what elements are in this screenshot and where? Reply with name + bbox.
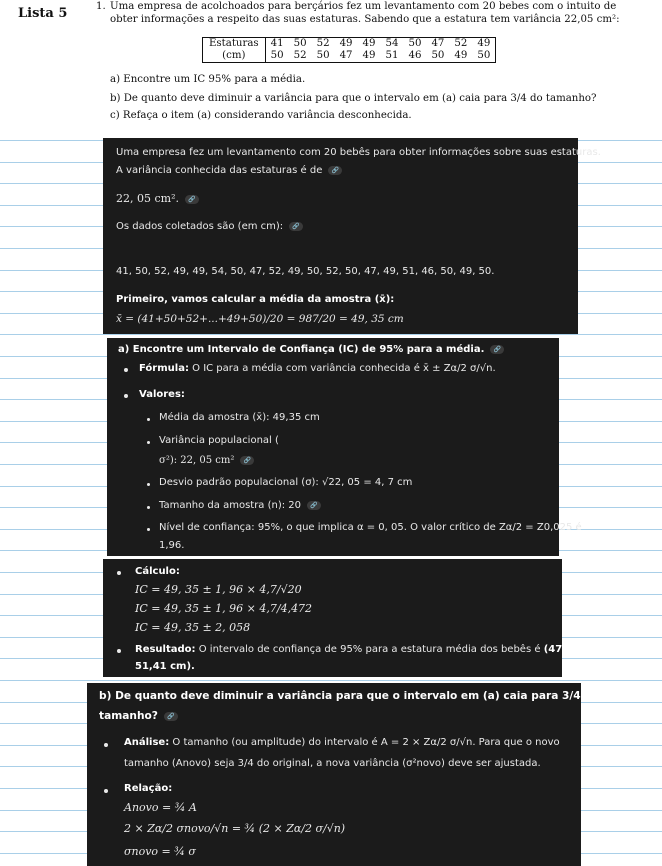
rule-line	[0, 680, 662, 681]
item-c: c) Refaça o item (a) considerando variância desconhecida.	[110, 110, 412, 121]
result-label: Resultado:	[135, 644, 196, 655]
mean-heading: Primeiro, vamos calcular a média da amostra (x̄):	[116, 294, 395, 305]
intro-variance-text: A variância conhecida das estaturas é de	[116, 165, 323, 176]
intro-line-1: Uma empresa fez um levantamento com 20 bebês para obter informações sobre suas estaturas.	[116, 147, 601, 158]
part-b-title-row	[99, 710, 178, 722]
variance-value: 22, 05 cm².	[116, 192, 179, 205]
relation-3: σnovo = ¾ σ	[124, 845, 196, 858]
table-cell: 47	[339, 50, 353, 61]
table-cell: 50	[431, 50, 445, 61]
table-cell: 50	[477, 50, 491, 61]
answer-panel-calc	[103, 559, 604, 677]
problem-sheet	[0, 0, 662, 132]
list-title: Lista 5	[18, 6, 68, 21]
value-n-row	[159, 500, 321, 511]
bullet	[117, 571, 121, 575]
value-confidence: Nível de confiança: 95%, o que implica α = 0, 05. O valor crítico de Zα/2 = Z0,025 é	[159, 522, 582, 533]
question-line-1: Uma empresa de acolchoados para berçários fez um levantamento com 20 bebes com o intuito de	[110, 1, 617, 12]
bullet	[104, 789, 108, 793]
bullet	[147, 441, 150, 444]
table-cell: 52	[454, 38, 468, 49]
result-row	[135, 644, 604, 655]
calc-label: Cálculo:	[135, 566, 180, 577]
bullet	[147, 528, 150, 531]
value-variance-label: Variância populacional (	[159, 435, 279, 446]
part-a-title-row	[118, 344, 504, 355]
result-interval-end: 51,41 cm).	[135, 661, 195, 672]
formula-text: O IC para a média com variância conhecida é x̄ ± Zα/2 σ/√n.	[192, 363, 496, 374]
bullet	[147, 506, 150, 509]
intro-line-2	[116, 165, 342, 176]
link-icon[interactable]: 🔗	[289, 222, 303, 231]
value-n: Tamanho da amostra (n): 20	[159, 500, 302, 511]
table-header: Estaturas	[203, 38, 266, 51]
table-cell: 52	[293, 50, 307, 61]
data-label: Os dados coletados são (em cm):	[116, 221, 284, 232]
calc-step-3: IC = 49, 35 ± 2, 058	[135, 621, 251, 634]
table-cell: 49	[477, 38, 491, 49]
bullet	[147, 483, 150, 486]
link-icon[interactable]: 🔗	[328, 166, 342, 175]
answer-panel-a	[107, 338, 582, 556]
table-cell: 49	[454, 50, 468, 61]
link-icon[interactable]: 🔗	[240, 456, 254, 465]
value-variance: σ²): 22, 05 cm²	[159, 455, 235, 466]
table-cell: 49	[362, 38, 376, 49]
table-cell: 54	[385, 38, 399, 49]
table-cell: 46	[408, 50, 422, 61]
table-cell: 50	[270, 50, 284, 61]
table-cell: 50	[408, 38, 422, 49]
table-cell: 50	[316, 50, 330, 61]
table-cell: 49	[339, 38, 353, 49]
analysis-text: O tamanho (ou amplitude) do intervalo é A = 2 × Zα/2 σ/√n. Para que o novo	[172, 737, 560, 748]
relation-2: 2 × Zα/2 σnovo/√n = ¾ (2 × Zα/2 σ/√n)	[124, 822, 346, 835]
answer-panel-intro	[103, 138, 601, 334]
answer-panel-b	[87, 683, 600, 866]
bullet	[124, 394, 128, 398]
data-values: 41, 50, 52, 49, 49, 54, 50, 47, 52, 49, 50, 52, 50, 47, 49, 51, 46, 50, 49, 50.	[116, 266, 495, 277]
table-header: (cm)	[203, 50, 266, 63]
link-icon[interactable]: 🔗	[490, 345, 504, 354]
question-number: 1.	[96, 1, 106, 12]
formula-row	[139, 363, 496, 374]
table-cell: 51	[385, 50, 399, 61]
table-cell: 50	[293, 38, 307, 49]
part-b-title-2: tamanho?	[99, 710, 158, 722]
part-a-title: a) Encontre um Intervalo de Confiança (IC) de 95% para a média.	[118, 344, 485, 355]
item-a: a) Encontre um IC 95% para a média.	[110, 74, 306, 85]
table-cell: 52	[316, 38, 330, 49]
bullet	[124, 368, 128, 372]
intro-variance-value-row	[116, 192, 199, 205]
value-variance-row	[159, 455, 254, 466]
result-interval: (47,29 cm;	[543, 644, 604, 655]
link-icon[interactable]: 🔗	[307, 501, 321, 510]
data-table	[202, 37, 496, 63]
relation-1: Anovo = ¾ A	[124, 801, 197, 814]
table-row	[203, 38, 496, 51]
table-cell: 47	[431, 38, 445, 49]
calc-step-2: IC = 49, 35 ± 1, 96 × 4,7/4,472	[135, 602, 313, 615]
value-critical: 1,96.	[159, 540, 185, 551]
link-icon[interactable]: 🔗	[185, 195, 199, 204]
bullet	[147, 418, 150, 421]
table-row	[203, 50, 496, 63]
values-label: Valores:	[139, 389, 185, 400]
link-icon[interactable]: 🔗	[164, 712, 178, 721]
question-line-2: obter informações a respeito das suas estaturas. Sabendo que a estatura tem variância 22,05 cm²:	[110, 14, 620, 25]
mean-formula: x̄ = (41+50+52+...+49+50)/20 = 987/20 = 49, 35 cm	[116, 313, 404, 325]
value-mean: Média da amostra (x̄): 49,35 cm	[159, 412, 320, 423]
bullet	[117, 649, 121, 653]
analysis-line-2: tamanho (Anovo) seja 3/4 do original, a nova variância (σ²novo) deve ser ajustada.	[124, 758, 541, 769]
part-b-title-1: b) De quanto deve diminuir a variância para que o intervalo em (a) caia para 3/4 do	[99, 690, 600, 702]
calc-step-1: IC = 49, 35 ± 1, 96 × 4,7/√20	[135, 583, 302, 596]
analysis-label: Análise:	[124, 737, 170, 748]
item-b: b) De quanto deve diminuir a variância para que o intervalo em (a) caia para 3/4 do tamanho?	[110, 93, 597, 104]
bullet	[104, 743, 108, 747]
question-text	[96, 0, 656, 26]
formula-label: Fórmula:	[139, 363, 189, 374]
rule-line	[0, 334, 662, 335]
analysis-row	[124, 737, 560, 748]
table-cell: 49	[362, 50, 376, 61]
table-cell: 41	[270, 38, 284, 49]
relation-label: Relação:	[124, 783, 173, 794]
result-text: O intervalo de confiança de 95% para a estatura média dos bebês é	[198, 644, 541, 655]
intro-data-label-row	[116, 221, 303, 232]
value-std: Desvio padrão populacional (σ): √22, 05 = 4, 7 cm	[159, 477, 413, 488]
